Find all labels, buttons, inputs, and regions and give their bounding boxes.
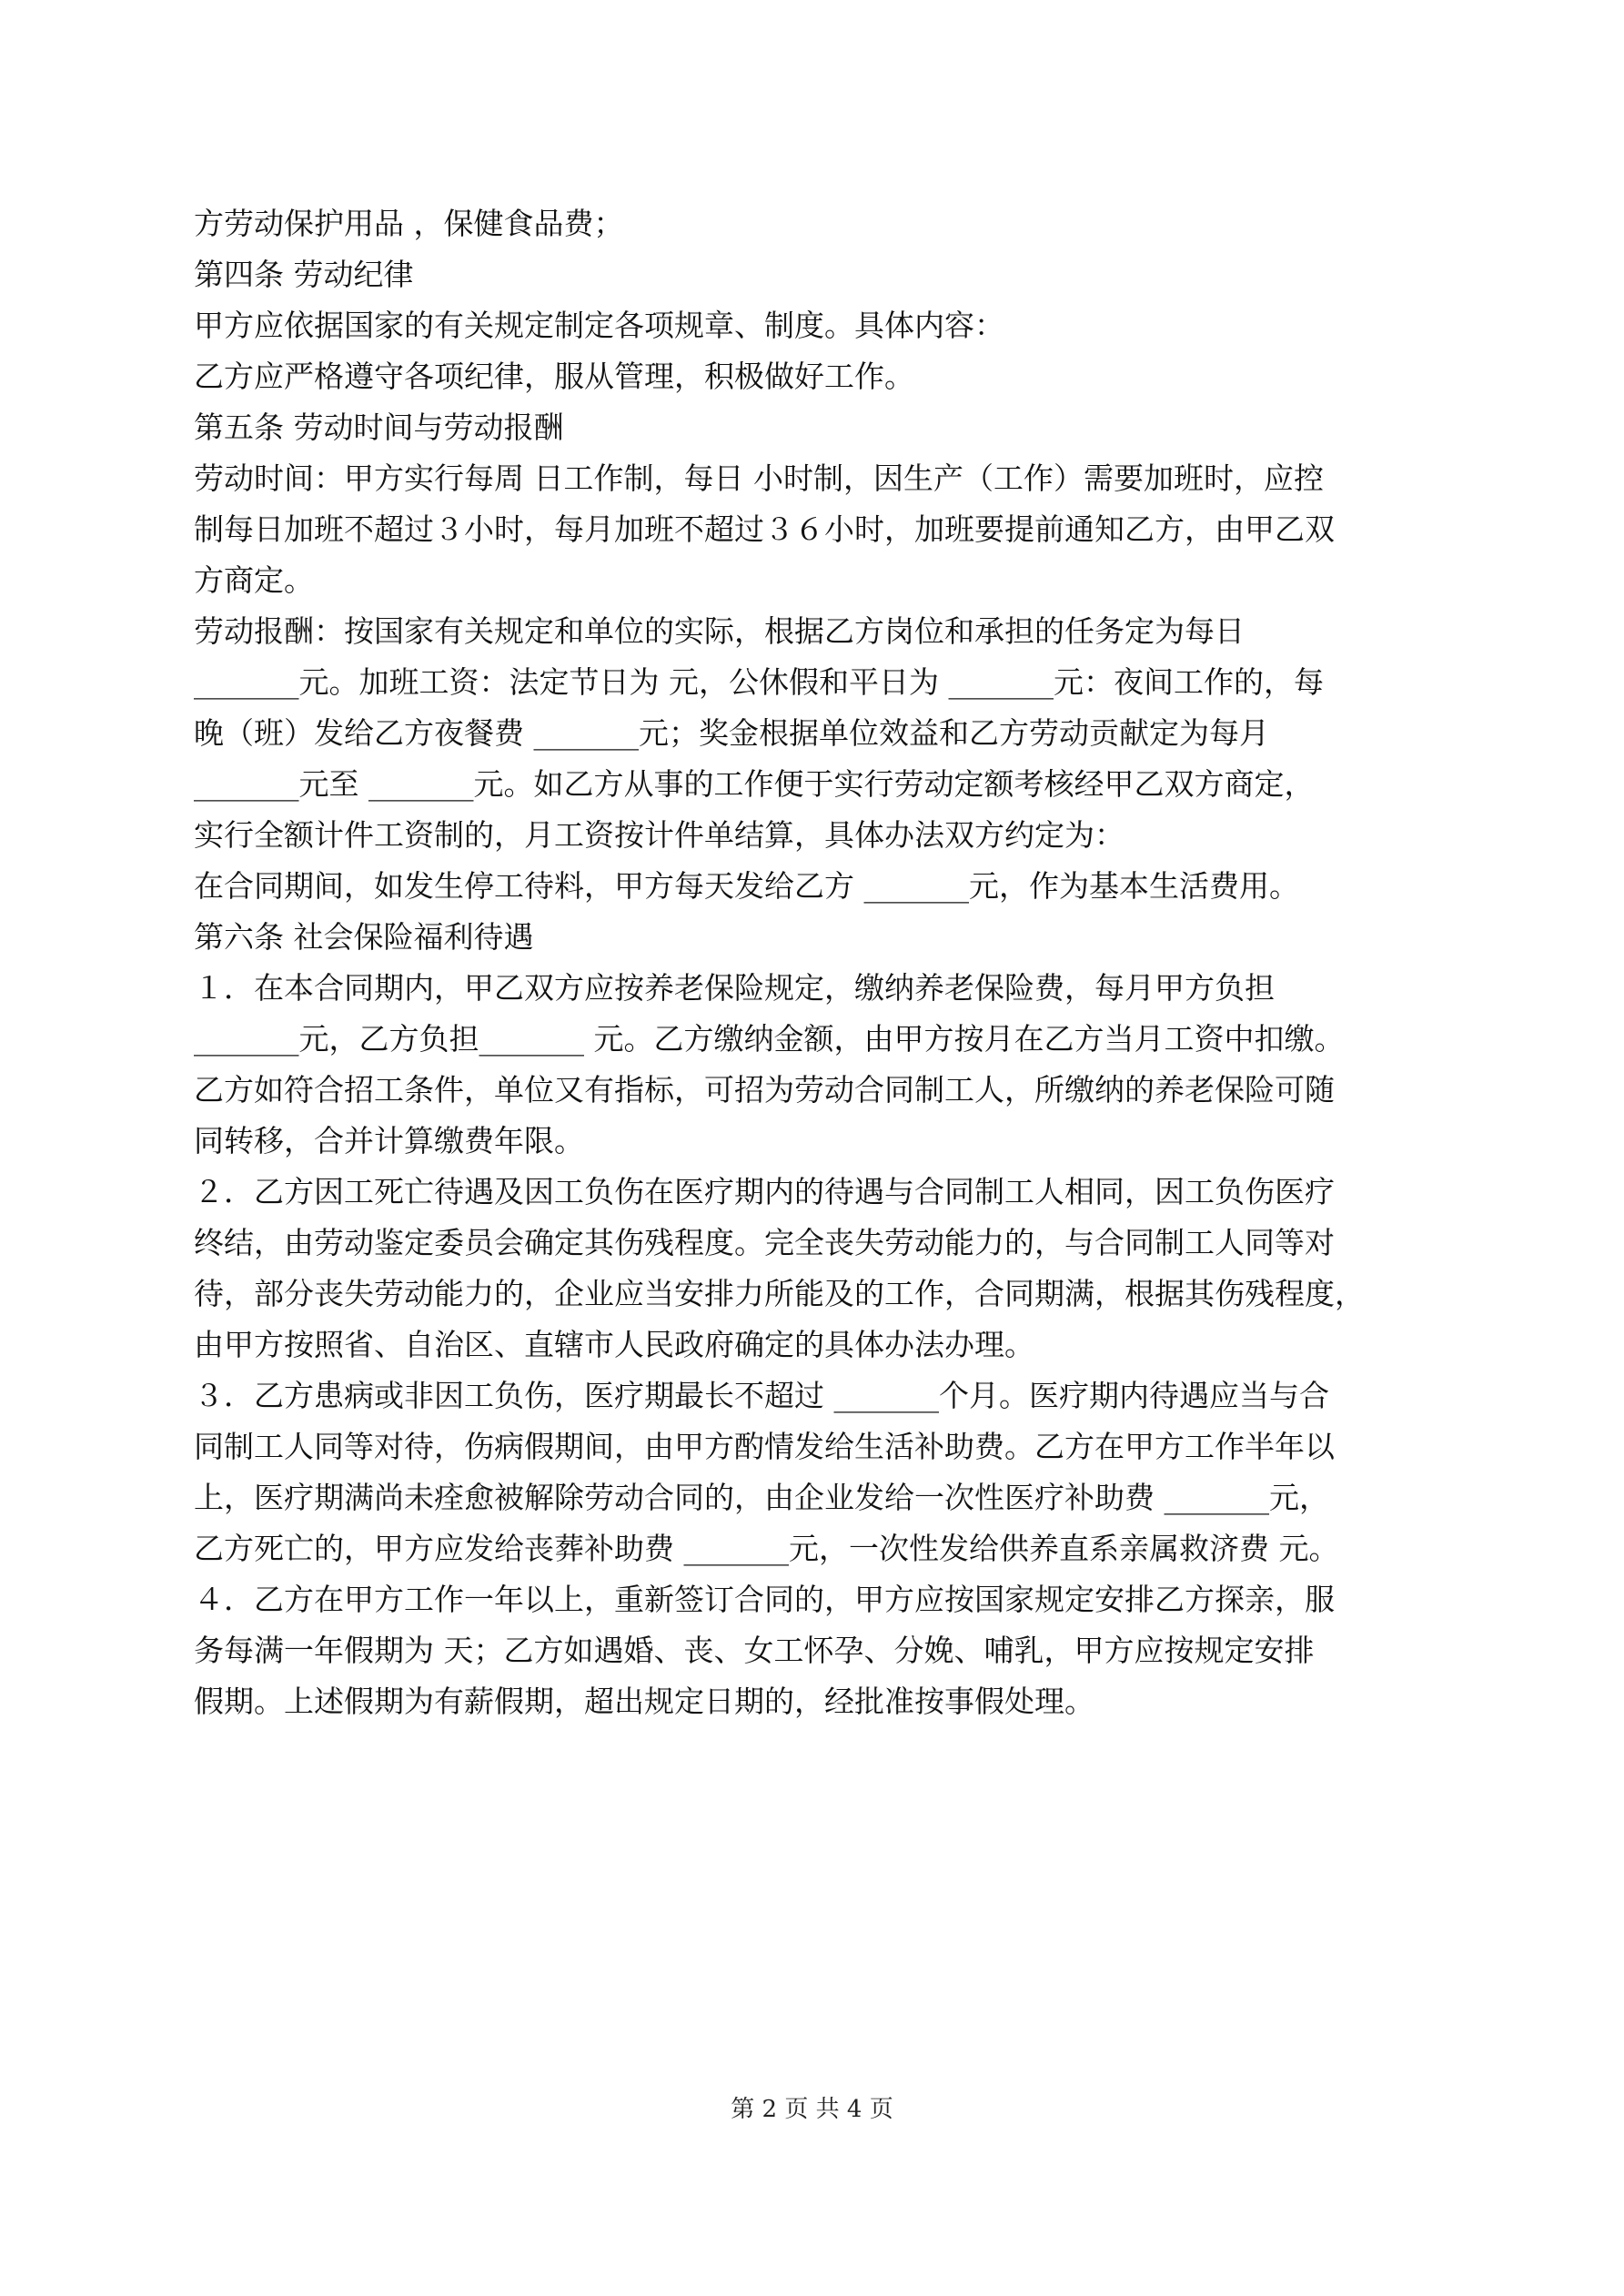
text-line: _______元至 _______元。如乙方从事的工作便于实行劳动定额考核经甲乙双方商定，	[194, 766, 1315, 802]
page-number-footer: 第 2 页 共 4 页	[731, 2096, 893, 2123]
text-line: 在合同期间，如发生停工待料，甲方每天发给乙方 _______元，作为基本生活费用。	[194, 868, 1299, 904]
text-line: 终结，由劳动鉴定委员会确定其伤残程度。完全丧失劳动能力的，与合同制工人同等对	[194, 1225, 1335, 1260]
text-line: 假期。上述假期为有薪假期，超出规定日期的，经批准按事假处理。	[194, 1684, 1094, 1719]
text-line: 上，医疗期满尚未痊愈被解除劳动合同的，由企业发给一次性医疗补助费 _______元，	[194, 1480, 1329, 1515]
text-line: _______元，乙方负担_______ 元。乙方缴纳金额，由甲方按月在乙方当月工资中扣缴。	[194, 1021, 1345, 1057]
text-line: 同制工人同等对待，伤病假期间，由甲方酌情发给生活补助费。乙方在甲方工作半年以	[194, 1429, 1335, 1464]
text-line: 乙方应严格遵守各项纪律，服从管理，积极做好工作。	[194, 359, 914, 394]
text-line: 实行全额计件工资制的，月工资按计件单结算，具体办法双方约定为：	[194, 817, 1125, 853]
text-line: 劳动报酬：按国家有关规定和单位的实际，根据乙方岗位和承担的任务定为每日	[194, 613, 1245, 649]
text-line: ２．乙方因工死亡待遇及因工负伤在医疗期内的待遇与合同制工人相同，因工负伤医疗	[194, 1174, 1335, 1209]
text-line: 由甲方按照省、自治区、直辖市人民政府确定的具体办法办理。	[194, 1327, 1034, 1362]
text-line: 乙方死亡的，甲方应发给丧葬补助费 _______元，一次性发给供养直系亲属救济费 元。	[194, 1531, 1339, 1566]
text-line: ４．乙方在甲方工作一年以上，重新签订合同的，甲方应按国家规定安排乙方探亲，服	[194, 1582, 1335, 1617]
text-line: １．在本合同期内，甲乙双方应按养老保险规定，缴纳养老保险费，每月甲方负担	[194, 970, 1275, 1006]
text-line: ３．乙方患病或非因工负伤，医疗期最长不超过 _______个月。医疗期内待遇应当与合	[194, 1378, 1329, 1413]
text-line: 乙方如符合招工条件，单位又有指标，可招为劳动合同制工人，所缴纳的养老保险可随	[194, 1072, 1335, 1108]
text-line: 甲方应依据国家的有关规定制定各项规章、制度。具体内容：	[194, 308, 1004, 343]
text-line: 晚（班）发给乙方夜餐费 _______元；奖金根据单位效益和乙方劳动贡献定为每月	[194, 715, 1269, 751]
section-heading: 第五条 劳动时间与劳动报酬	[194, 410, 564, 445]
section-heading: 第六条 社会保险福利待遇	[194, 919, 534, 955]
text-line: _______元。加班工资：法定节日为 元，公休假和平日为 _______元：夜间工作的，每	[194, 664, 1324, 700]
document-body	[194, 198, 1431, 1727]
text-line: 同转移，合并计算缴费年限。	[194, 1123, 584, 1158]
text-line: 务每满一年假期为 天；乙方如遇婚、丧、女工怀孕、分娩、哺乳，甲方应按规定安排	[194, 1633, 1315, 1668]
section-heading: 第四条 劳动纪律	[194, 257, 414, 292]
text-line: 方劳动保护用品 ，保健食品费；	[194, 206, 624, 241]
text-line: 劳动时间：甲方实行每周 日工作制，每日 小时制，因生产（工作）需要加班时，应控	[194, 460, 1324, 496]
text-line: 待，部分丧失劳动能力的，企业应当安排力所能及的工作，合同期满，根据其伤残程度，	[194, 1276, 1365, 1311]
text-line: 方商定。	[194, 562, 314, 598]
text-line: 制每日加班不超过３小时，每月加班不超过３６小时，加班要提前通知乙方，由甲乙双	[194, 511, 1335, 547]
